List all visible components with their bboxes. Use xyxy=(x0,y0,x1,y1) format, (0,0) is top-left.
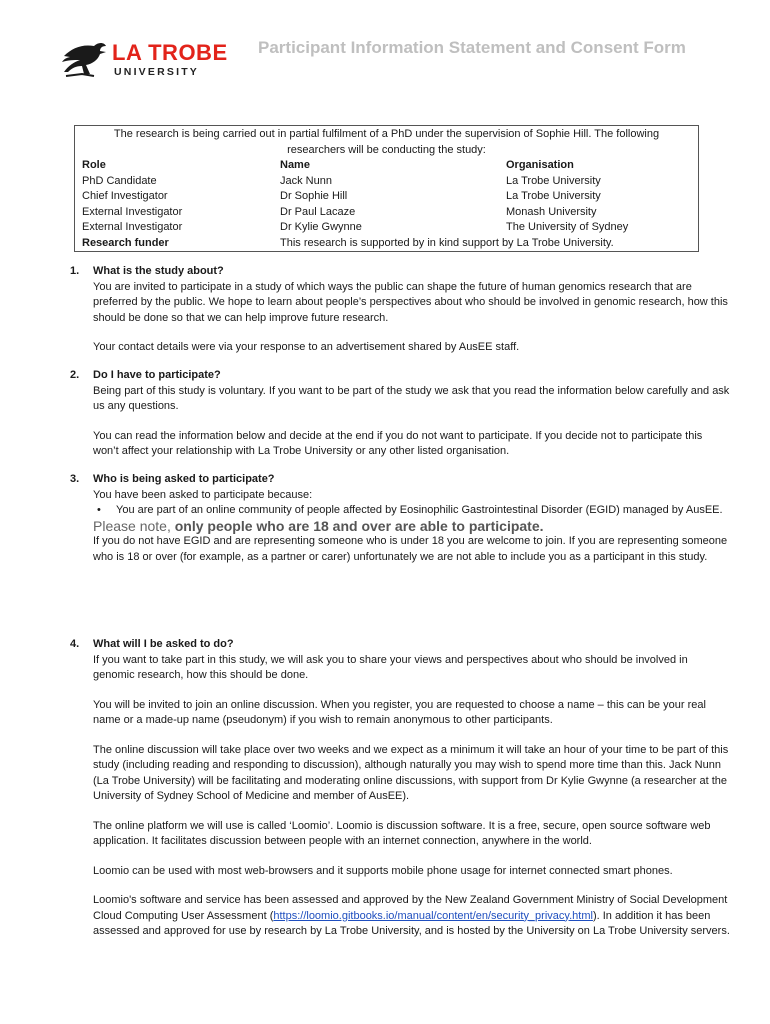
role-cell: External Investigator xyxy=(82,221,183,233)
university-logo xyxy=(60,38,240,82)
logo-title: LA TROBE xyxy=(112,40,228,65)
bullet-icon: • xyxy=(97,504,101,516)
header-role: Role xyxy=(82,159,106,171)
section-4 xyxy=(70,637,730,940)
section-number: 4. xyxy=(70,638,80,650)
organisation-cell: La Trobe University xyxy=(506,174,601,187)
section-paragraph: You can read the information below and decide at the end if you do not want to participate. If you decide not to participate this won’t affect your relationship with La Trobe University or any other listed organisation. xyxy=(93,429,703,457)
section-paragraph: If you do not have EGID and are representing someone who is under 18 you are welcome to join. If you are representing someone who is 18 or over (for example, as a partner or carer) unfortunately we are not able to include you as a participant in this study. xyxy=(93,535,728,563)
loomio-security-link[interactable]: https://loomio.gitbooks.io/manual/content/en/security_privacy.html xyxy=(273,909,593,922)
funder-label: Research funder xyxy=(82,236,169,249)
section-paragraph: You will be invited to join an online discussion. When you register, you are requested to choose a name – this can be your real name or a made-up name (pseudonym) if you wish to remain anonymous to other participants. xyxy=(93,698,706,726)
section-paragraph: You have been asked to participate because: xyxy=(93,488,313,501)
name-cell: Dr Sophie Hill xyxy=(280,190,348,202)
page-title: Participant Information Statement and Consent Form xyxy=(258,38,686,57)
section-paragraph: The online discussion will take place over two weeks and we expect as a minimum it will take an hour of your time to be part of this study (including reading and responding to discussion), although naturally you may wish to spend more time than this. Jack Nunn (La Trobe University) will be facilitating and moderating online discussions, with support from Dr Kylie Gwynne (a researcher at the University of Sydney School of Medicine and member of AusEE). xyxy=(93,743,729,802)
note-emphasis: only people who are 18 and over are able to participate. xyxy=(174,517,544,534)
section-heading: What will I be asked to do? xyxy=(93,638,234,650)
paragraph-text: ). In addition it has been assessed and approved for use by research by La Trobe University, and is hosted by the University on La Trobe University servers. xyxy=(93,909,730,937)
section-heading: Who is being asked to participate? xyxy=(93,473,275,485)
researchers-table xyxy=(74,125,699,252)
section-paragraph xyxy=(93,893,730,940)
role-cell: External Investigator xyxy=(82,205,183,218)
table-row xyxy=(75,205,698,221)
section-1 xyxy=(70,264,730,356)
section-2 xyxy=(70,368,730,460)
organisation-cell: The University of Sydney xyxy=(506,221,629,233)
logo-subtitle: UNIVERSITY xyxy=(114,66,200,78)
role-cell: PhD Candidate xyxy=(82,174,157,187)
name-cell: Dr Paul Lacaze xyxy=(280,205,356,218)
section-paragraph: If you want to take part in this study, we will ask you to share your views and perspectives about who should be involved in genomic research, how this should be done. xyxy=(93,653,688,681)
list-item xyxy=(93,503,730,519)
header-name: Name xyxy=(280,159,310,171)
table-intro: The research is being carried out in partial fulfilment of a PhD under the supervision of Sophie Hill. The following researchers will be conducting the study: xyxy=(113,128,660,156)
eagle-icon xyxy=(60,38,110,82)
section-heading: What is the study about? xyxy=(93,265,224,277)
bullet-text: You are part of an online community of people affected by Eosinophilic Gastrointestinal Disorder (EGID) managed by AusEE. xyxy=(116,504,723,516)
section-number: 1. xyxy=(70,265,80,277)
table-row xyxy=(75,220,698,236)
section-number: 3. xyxy=(70,473,80,485)
organisation-cell: La Trobe University xyxy=(506,190,601,202)
table-header-row xyxy=(75,158,698,174)
table-row xyxy=(75,189,698,205)
section-heading: Do I have to participate? xyxy=(93,369,221,381)
funder-row xyxy=(75,236,698,252)
note-lead: Please note, xyxy=(93,517,171,534)
funder-text: This research is supported by in kind support by La Trobe University. xyxy=(280,236,614,249)
section-paragraph: Your contact details were via your response to an advertisement shared by AusEE staff. xyxy=(93,341,520,353)
header-organisation: Organisation xyxy=(506,159,574,171)
section-paragraph: The online platform we will use is called ‘Loomio’. Loomio is discussion software. It is a free, secure, open source software web application. It facilitates discussion between people with an internet connection, anywhere in the world. xyxy=(93,819,711,847)
name-cell: Jack Nunn xyxy=(280,174,332,187)
age-note xyxy=(93,519,730,535)
name-cell: Dr Kylie Gwynne xyxy=(280,221,362,233)
section-3 xyxy=(70,472,730,565)
table-row xyxy=(75,174,698,190)
section-paragraph: You are invited to participate in a study of which ways the public can shape the future of human genomics research that are preferred by the public. We hope to learn about people’s perspectives about who should be involved in genomic research, how this should be done so that we can help improve future research. xyxy=(93,280,728,324)
section-paragraph: Loomio can be used with most web-browsers and it supports mobile phone usage for internet connected smart phones. xyxy=(93,864,673,877)
paragraph-text: Loomio's software and service has been assessed and approved by the New Zealand Government Ministry of Social Development Cloud Computing User Assessment ( xyxy=(93,894,728,922)
organisation-cell: Monash University xyxy=(506,205,597,218)
role-cell: Chief Investigator xyxy=(82,190,168,202)
section-paragraph: Being part of this study is voluntary. If you want to be part of the study we ask that you read the information below carefully and ask us any questions. xyxy=(93,384,730,412)
section-number: 2. xyxy=(70,369,80,381)
